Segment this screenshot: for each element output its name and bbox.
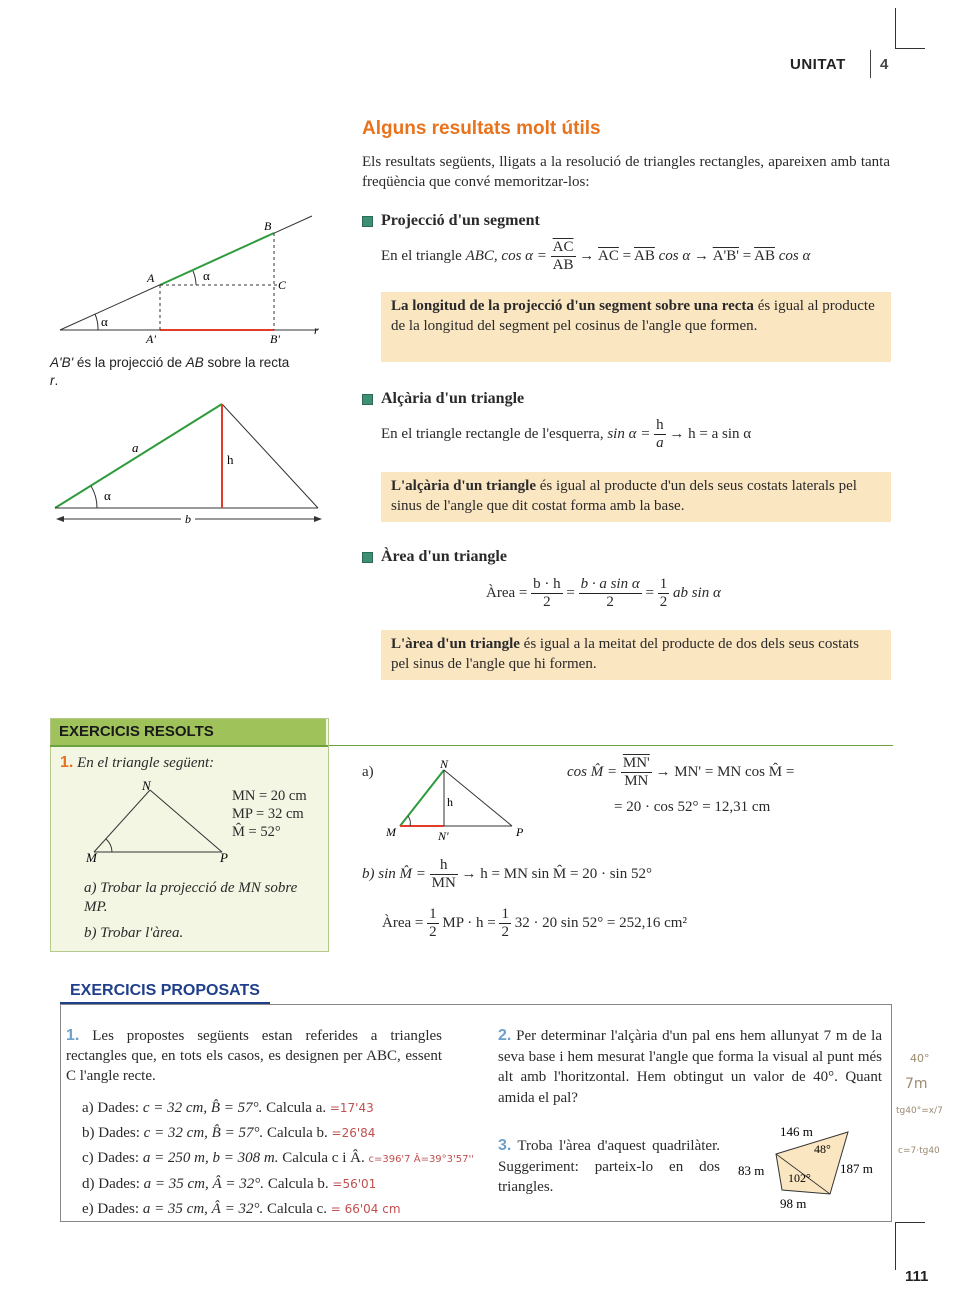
solution-b-formula: b) sin M̂ = $\frac{h}{MN}$ → h = MN sin M̂ = 20 · sin 52° bbox=[362, 857, 652, 891]
solved-givens bbox=[232, 787, 307, 841]
area-formula: Àrea = $\frac{b \cdot h}{2}$ = $\frac{\text{b · a sin α}}{2}$ = $\frac{1}{2}$ ab sin α bbox=[486, 576, 721, 610]
quadrilateral-figure bbox=[730, 1118, 890, 1216]
label-P: P bbox=[516, 825, 524, 839]
corner-mark-top-h bbox=[895, 48, 925, 49]
ex1-item-d: d) Dades: a = 35 cm, Â = 32°. Calcula b. =56'01 bbox=[82, 1176, 377, 1192]
unit-label: UNITAT bbox=[790, 56, 846, 73]
bullet-icon bbox=[362, 394, 373, 405]
label-P: P bbox=[220, 850, 228, 865]
solved-title: EXERCICIS RESOLTS bbox=[51, 719, 326, 745]
segment-ab bbox=[160, 233, 274, 285]
projection-formula: En el triangle ABC, cos α = $\frac{\overline{AC}}{AB}$ → $\overline{AC} = \overline{AB}$ $\cos \alpha \to A'B' = \overline{AB}$ cos α bbox=[381, 239, 811, 273]
header-divider bbox=[870, 50, 871, 78]
label-alpha-bottom: α bbox=[101, 314, 108, 329]
label-N: N bbox=[440, 757, 449, 771]
label-h: h bbox=[447, 795, 453, 809]
quad-top: 146 m bbox=[780, 1124, 813, 1139]
height-heading: Alçària d'un triangle bbox=[362, 390, 524, 408]
ex3-text: 3. Troba l'àrea d'aquest quadrilàter. Suggeriment: parteix-lo en dos triangles. bbox=[498, 1137, 720, 1195]
label-M: M bbox=[386, 825, 396, 839]
projection-caption: A'B' és la projecció de AB sobre la recta r. bbox=[50, 355, 290, 388]
given-angle: M̂ = 52° bbox=[232, 824, 281, 840]
arrow-left-icon bbox=[56, 516, 64, 522]
label-B: B bbox=[264, 219, 272, 233]
label-h: h bbox=[227, 452, 234, 467]
height-box: L'alçària d'un triangle és igual al producte d'un dels seus costats laterals pel sinus de l'angle que dit costat forma amb la base. bbox=[381, 472, 891, 522]
solution-triangle bbox=[380, 756, 530, 844]
solved-title-underline bbox=[50, 745, 328, 747]
arrow-right-icon bbox=[314, 516, 322, 522]
projection-figure bbox=[50, 210, 340, 350]
given-mp: MP = 32 cm bbox=[232, 806, 304, 822]
proposed-title: EXERCICIS PROPOSATS bbox=[70, 982, 260, 999]
height-formula: En el triangle rectangle de l'esquerra, sin α = $\frac{h}{a}$ → h = a sin α bbox=[381, 417, 752, 451]
corner-mark-bottom bbox=[895, 1222, 896, 1270]
area-heading: Àrea d'un triangle bbox=[362, 548, 507, 566]
label-a: a bbox=[132, 440, 139, 455]
margin-note-3: tg40°=x/7 bbox=[896, 1106, 943, 1116]
quad-bottom: 98 m bbox=[780, 1196, 807, 1211]
ex1-item-a: a) Dades: c = 32 cm, B̂ = 57°. Calcula a. =17'43 bbox=[82, 1100, 374, 1116]
solution-a-line2: = 20 · cos 52° = 12,31 cm bbox=[614, 799, 771, 815]
label-B-prime: B' bbox=[270, 332, 280, 346]
label-C: C bbox=[278, 278, 287, 292]
area-box: L'àrea d'un triangle és igual a la meitat del producte de dos dels seus costats pel sinus de l'angle que hi formen. bbox=[381, 630, 891, 680]
triangle-right-side bbox=[222, 404, 318, 508]
angle-arc-a bbox=[193, 271, 196, 285]
ex1-items bbox=[82, 1096, 474, 1222]
margin-note-4: c=7·tg40 bbox=[898, 1146, 940, 1156]
ex1-text: 1. Les propostes següents estan referides a triangles rectangles que, en tots els casos, es designen per ABC, essent C l'angle recte. bbox=[66, 1027, 443, 1084]
corner-mark-top bbox=[895, 8, 896, 48]
label-b: b bbox=[185, 512, 191, 526]
side-a bbox=[55, 404, 222, 508]
corner-mark-bottom-h bbox=[895, 1222, 925, 1223]
ex1-item-e: e) Dades: a = 35 cm, Â = 32°. Calcula c. = 66'04 cm bbox=[82, 1201, 401, 1217]
ex2-text: 2. Per determinar l'alçària d'un pal ens hem allunyat 7 m de la seva base i hem mesurat l'angle que forma la visual al punt més alt amb l'horitzontal. Hem obtingut un valor de 40°. Quant amida el pal? bbox=[498, 1027, 883, 1106]
height-figure bbox=[50, 398, 340, 528]
solution-area-formula: Àrea = $\frac{1}{2}$ MP · h = $\frac{1}{2}$ 32 · 20 sin 52° = 252,16 cm² bbox=[382, 906, 687, 940]
solved-statement: 1. En el triangle següent: bbox=[60, 754, 215, 771]
angle-arc-r bbox=[95, 314, 98, 330]
margin-note-2: 7m bbox=[905, 1076, 928, 1092]
label-N-prime: N' bbox=[438, 829, 449, 843]
quad-angle-top: 48° bbox=[814, 1142, 831, 1156]
solution-a-label: a) bbox=[362, 764, 374, 780]
solution-a-formula: cos M̂ = $\frac{MN'}{MN}$ → MN' = MN cos M̂ = bbox=[567, 755, 795, 789]
projection-box: La longitud de la projecció d'un segment sobre una recta és igual al producte de la longitud del segment pel cosinus de l'angle que formen. bbox=[381, 292, 891, 362]
solved-triangle bbox=[80, 778, 240, 868]
quad-right: 187 m bbox=[840, 1161, 873, 1176]
page-number: 111 bbox=[905, 1268, 929, 1285]
bullet-icon bbox=[362, 552, 373, 563]
ex1-item-c: c) Dades: a = 250 m, b = 308 m. Calcula c i Â. c=396'7 Â=39°3'57'' bbox=[82, 1150, 475, 1166]
section-intro: Els resultats següents, lligats a la resolució de triangles rectangles, apareixen amb tanta freqüència que convé memoritzar-los: bbox=[362, 154, 890, 190]
solved-rule bbox=[328, 745, 893, 746]
projection-heading: Projecció d'un segment bbox=[362, 212, 540, 230]
ex1-item-b: b) Dades: c = 32 cm, B̂ = 57°. Calcula b. =26'84 bbox=[82, 1125, 376, 1141]
margin-note-1: 40° bbox=[910, 1052, 930, 1065]
solved-task-a: a) Trobar la projecció de MN sobre MP. bbox=[84, 880, 298, 915]
quad-left: 83 m bbox=[738, 1163, 765, 1178]
angle-arc bbox=[91, 486, 97, 508]
label-M: M bbox=[86, 850, 97, 865]
label-alpha-top: α bbox=[203, 268, 210, 283]
label-r: r bbox=[314, 323, 319, 337]
solved-task-b: b) Trobar l'àrea. bbox=[84, 925, 184, 941]
unit-number: 4 bbox=[880, 56, 889, 73]
given-mn: MN = 20 cm bbox=[232, 788, 307, 804]
section-title: Alguns resultats molt útils bbox=[362, 118, 601, 139]
label-N: N bbox=[142, 778, 151, 793]
quad-angle-bottom: 102° bbox=[788, 1171, 811, 1185]
label-A-prime: A' bbox=[146, 332, 156, 346]
bullet-icon bbox=[362, 216, 373, 227]
label-alpha: α bbox=[104, 488, 111, 503]
label-A: A bbox=[147, 271, 155, 285]
